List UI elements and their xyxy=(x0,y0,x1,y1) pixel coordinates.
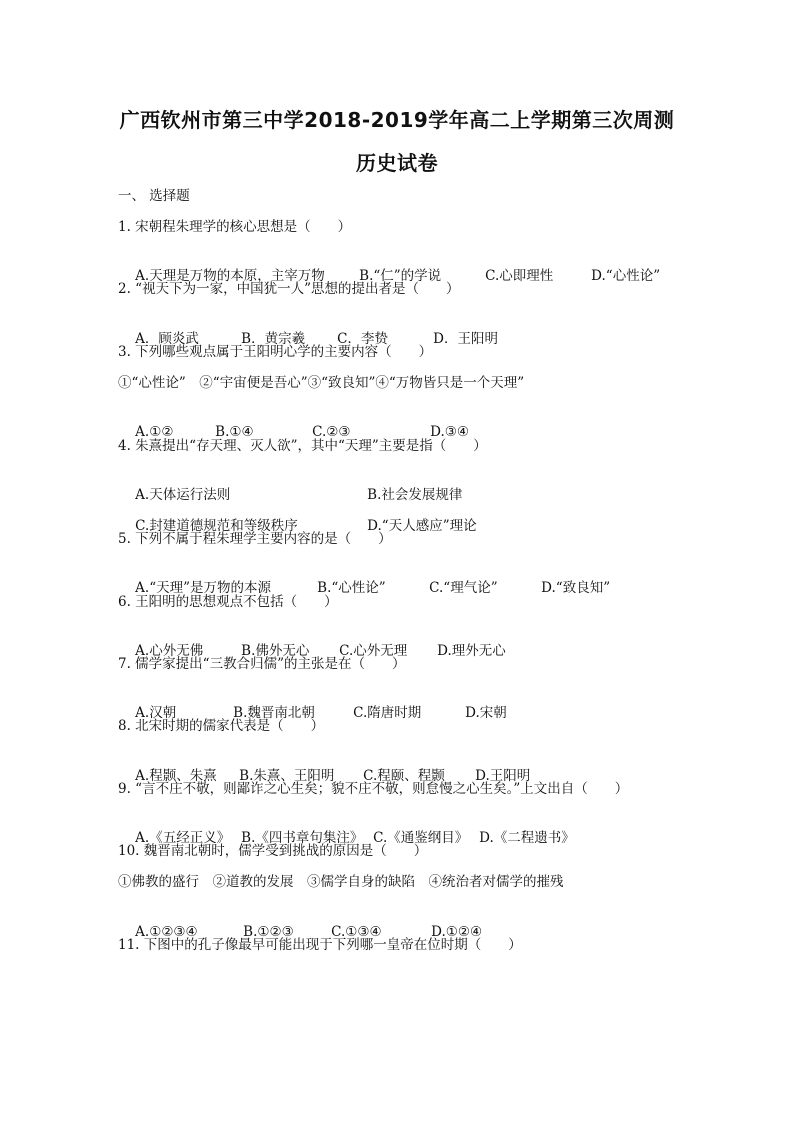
question-10-stem: 10. 魏晋南北朝时，儒学受到挑战的原因是（ ） xyxy=(118,843,428,859)
question-4-stem: 4. 朱熹提出“存天理、灭人欲”，其中“天理”主要是指（ ） xyxy=(118,438,487,454)
q8-option-d: D.王阳明 xyxy=(475,768,531,784)
q4-option-b: B.社会发展规律 xyxy=(367,487,463,503)
q9-option-b: B.《四书章句集注》 xyxy=(241,830,364,846)
q3-option-c: C.②③ xyxy=(312,424,351,440)
q5-option-d: D.“致良知” xyxy=(541,580,611,596)
q2-option-c: C．李贽 xyxy=(337,331,389,347)
question-1-stem: 1. 宋朝程朱理学的核心思想是（ ） xyxy=(118,219,352,235)
question-2-stem: 2. “视天下为一家，中国犹一人”思想的提出者是（ ） xyxy=(118,281,460,297)
exam-title: 广西钦州市第三中学2018-2019学年高二上学期第三次周测 xyxy=(119,108,675,132)
question-5-stem: 5. 下列不属于程朱理学主要内容的是（ ） xyxy=(118,531,392,547)
q9-option-d: D.《二程遗书》 xyxy=(479,830,575,846)
section-heading: 一、 选择题 xyxy=(118,188,190,204)
q6-option-d: D.理外无心 xyxy=(437,643,506,659)
question-10-items: ①佛教的盛行 ②道教的发展 ③儒学自身的缺陷 ④统治者对儒学的摧残 xyxy=(118,874,564,890)
q10-option-b: B.①②③ xyxy=(243,924,294,940)
q7-option-a: A.汉朝 xyxy=(135,705,177,721)
q8-option-a: A.程颢、朱熹 xyxy=(135,768,217,784)
q10-option-a: A.①②③④ xyxy=(135,924,198,940)
q4-option-a: A.天体运行法则 xyxy=(135,487,231,503)
q5-option-a: A.“天理”是万物的本源 xyxy=(135,580,272,596)
q1-option-a: A.天理是万物的本原，主宰万物 xyxy=(135,268,325,284)
q3-option-d: D.③④ xyxy=(430,424,470,440)
q8-option-b: B.朱熹、王阳明 xyxy=(239,768,335,784)
question-9-stem: 9. “言不庄不敬，则鄙诈之心生矣；貌不庄不敬，则怠慢之心生矣。”上文出自（ ） xyxy=(118,781,629,797)
exam-subtitle: 历史试卷 xyxy=(356,151,438,175)
q10-option-c: C.①③④ xyxy=(331,924,382,940)
q8-option-c: C.程颐、程颢 xyxy=(363,768,445,784)
q2-option-b: B．黄宗羲 xyxy=(241,331,306,347)
q1-option-d: D.“心性论” xyxy=(591,268,661,284)
q4-option-d: D.“天人感应”理论 xyxy=(367,518,477,534)
q10-option-d: D.①②④ xyxy=(431,924,483,940)
q1-option-c: C.心即理性 xyxy=(485,268,554,284)
q2-option-d: D．王阳明 xyxy=(433,331,498,347)
question-11-stem: 11. 下图中的孔子像最早可能出现于下列哪一皇帝在位时期（ ） xyxy=(118,937,522,953)
q5-option-b: B.“心性论” xyxy=(317,580,386,596)
question-7-stem: 7. 儒学家提出“三教合归儒”的主张是在（ ） xyxy=(118,656,406,672)
q6-option-a: A.心外无佛 xyxy=(135,643,204,659)
q7-option-c: C.隋唐时期 xyxy=(353,705,422,721)
q2-option-a: A．顾炎武 xyxy=(135,331,199,347)
q9-option-a: A.《五经正义》 xyxy=(135,830,231,846)
q4-option-c: C.封建道德规范和等级秩序 xyxy=(135,518,298,534)
q3-option-a: A.①② xyxy=(135,424,174,440)
question-8-stem: 8. 北宋时期的儒家代表是（ ） xyxy=(118,718,325,734)
question-3-stem: 3. 下列哪些观点属于王阳明心学的主要内容（ ） xyxy=(118,344,433,360)
q7-option-b: B.魏晋南北朝 xyxy=(233,705,315,721)
q5-option-c: C.“理气论” xyxy=(429,580,498,596)
question-3-items: ①“心性论” ②“宇宙便是吾心”③“致良知”④“万物皆只是一个天理” xyxy=(118,375,525,391)
q9-option-c: C.《通鉴纲目》 xyxy=(373,830,469,846)
q6-option-b: B.佛外无心 xyxy=(241,643,310,659)
q1-option-b: B.“仁”的学说 xyxy=(359,268,442,284)
q3-option-b: B.①④ xyxy=(215,424,254,440)
q6-option-c: C.心外无理 xyxy=(339,643,408,659)
question-6-stem: 6. 王阳明的思想观点不包括（ ） xyxy=(118,594,338,610)
q7-option-d: D.宋朝 xyxy=(465,705,507,721)
